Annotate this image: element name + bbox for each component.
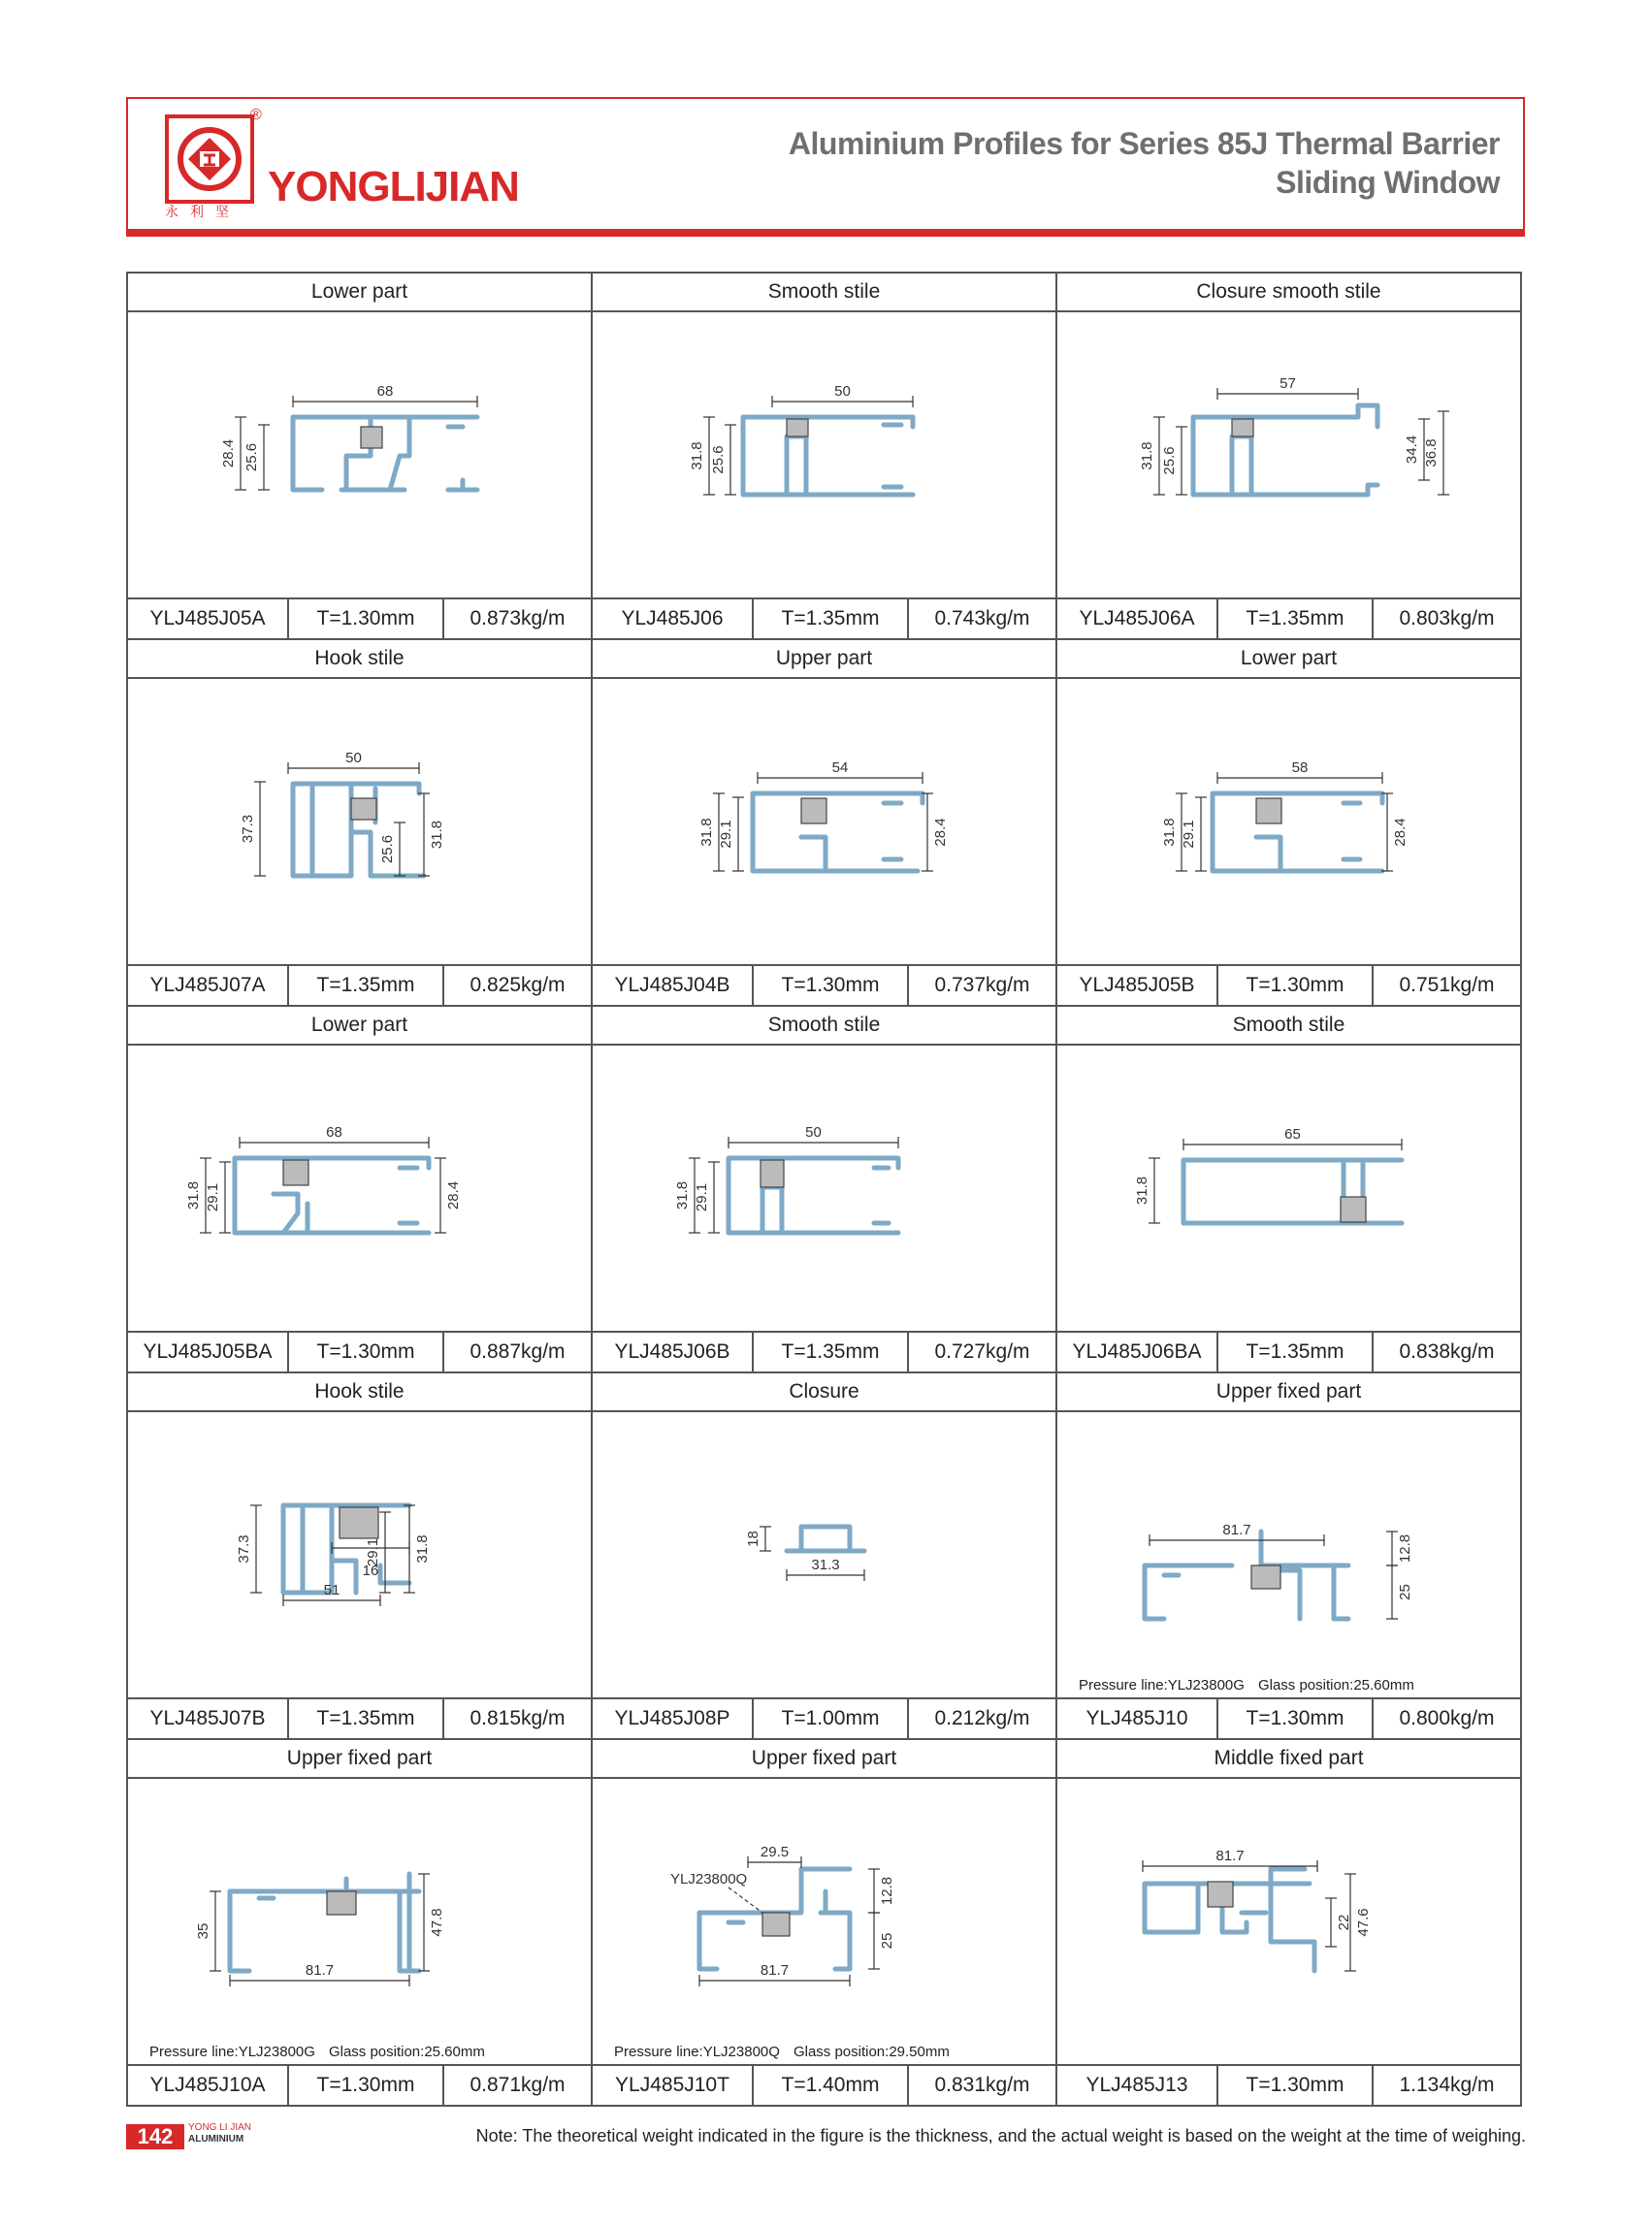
profile-thickness: T=1.40mm [754,2066,909,2105]
page-number: 142 [126,2124,184,2149]
drawing-line [230,1874,419,1971]
footer-note: Note: The theoretical weight indicated in the figure is the thickness, and the actual weight is based on the weight at the time of weighing. [475,2126,1526,2145]
profile-thickness: T=1.30mm [1218,1699,1374,1738]
profile-cross-section-diagram [128,310,591,599]
profile-cross-section-diagram [1057,310,1520,599]
profile-weight: 0.751kg/m [1399,974,1495,996]
profile-thickness: T=1.00mm [754,1699,909,1738]
dimension-label: 31.8 [185,1180,202,1210]
profile-weight: 0.873kg/m [470,607,566,629]
brand-logo-icon [165,114,254,204]
dimension-label: 68 [326,1124,342,1141]
pressure-line-note: Pressure line:YLJ23800Q [614,2044,780,2060]
dimension-label: 25 [1397,1584,1413,1600]
profile-note [614,2044,950,2060]
profile-drawing [128,1777,591,2066]
profile-spec-row [1057,2064,1520,2105]
profile-drawing [128,310,591,599]
profile-spec-row [593,964,1055,1005]
pressure-line-note: Pressure line:YLJ23800G [149,2044,315,2060]
dimension-label: 31.8 [674,1180,691,1210]
profile-cross-section-diagram [1057,677,1520,966]
profile-card [126,272,593,640]
profile-card [591,1738,1057,2107]
profile-card [126,1005,593,1373]
profile-weight: 0.800kg/m [1399,1707,1495,1729]
drawing-line [235,1158,429,1233]
profile-drawing [593,1777,1055,2066]
dimension-label: 28.4 [932,818,949,847]
profile-thickness: T=1.30mm [754,966,909,1005]
profile-code: YLJ485J06BA [1057,1333,1218,1371]
dimension-label: 68 [376,383,394,400]
dimension-label: 81.7 [305,1962,335,1979]
drawing-line [753,793,923,871]
profile-cross-section-diagram [593,1044,1055,1333]
profile-spec-row [128,2064,591,2105]
profile-weight: 1.134kg/m [1399,2074,1495,2096]
profile-code: YLJ485J06A [1057,599,1218,638]
profile-thickness: T=1.30mm [1218,2066,1374,2105]
dimension-label: 31.8 [698,818,715,847]
dimension-label: 81.7 [1215,1848,1245,1864]
profile-drawing [128,1044,591,1333]
dimension-label: 12.8 [879,1876,895,1906]
profile-code: YLJ485J10T [593,2066,754,2105]
dimension-label: 50 [345,750,362,766]
page-header [126,97,1525,233]
thermal-barrier-strip [787,419,808,436]
dimension-label: 29.1 [718,820,734,849]
drawing-line [293,784,424,876]
profile-thickness: T=1.35mm [754,1333,909,1371]
profile-weight: 0.803kg/m [1399,607,1495,629]
dimension-label: 31.8 [1134,1176,1150,1206]
dimension-label: 22 [1336,1914,1352,1931]
dimension-label: 29.1 [1181,820,1197,849]
profile-spec-row [128,597,591,638]
profile-code: YLJ485J05A [128,599,289,638]
profile-weight: 0.871kg/m [470,2074,566,2096]
dimension-label: 65 [1284,1126,1301,1143]
profile-cross-section-diagram [593,1410,1055,1699]
profile-card [591,1005,1057,1373]
profile-card [126,1371,593,1740]
page-title-line-2: Sliding Window [1276,165,1500,200]
dimension-label: 31.8 [1139,441,1155,470]
thermal-barrier-strip [361,427,382,448]
glass-position-note: Glass position:29.50mm [793,2044,950,2060]
profile-title: Lower part [128,274,591,312]
profile-note [1079,1677,1414,1694]
dimension-label: 25.6 [710,445,727,474]
profile-drawing [1057,1044,1520,1333]
drawing-line [787,1527,864,1551]
profile-title: Upper part [593,640,1055,679]
thermal-barrier-strip [1232,419,1253,436]
dimension-label: 37.3 [240,814,256,844]
profile-thickness: T=1.35mm [289,966,444,1005]
callout-label: YLJ23800Q [670,1871,748,1887]
profile-spec-row [128,964,591,1005]
profile-cross-section-diagram [593,1777,1055,2066]
dimension-label: 29.5 [760,1844,790,1860]
profile-drawing [128,1410,591,1699]
dimension-label: 25.6 [243,442,260,472]
dimension-label: 25.6 [1161,446,1178,475]
thermal-barrier-strip [1251,1565,1280,1589]
dimension-label: 28.4 [445,1180,462,1210]
dimension-label: 35 [195,1922,211,1940]
profile-thickness: T=1.30mm [289,2066,444,2105]
dimension-label: 28.4 [220,438,237,468]
profile-spec-row [1057,964,1520,1005]
dimension-label: 50 [805,1124,822,1141]
profile-code: YLJ485J13 [1057,2066,1218,2105]
profile-weight: 0.838kg/m [1399,1340,1495,1363]
profile-card [1055,272,1522,640]
registered-mark: ® [250,107,262,123]
dimension-label: 31.8 [1161,818,1178,847]
dimension-label: 37.3 [236,1534,252,1564]
dimension-label: 12.8 [1397,1533,1413,1564]
dimension-label: 31.8 [429,820,445,850]
drawing-line [1193,405,1377,495]
profile-spec-row [593,597,1055,638]
profile-title: Smooth stile [593,274,1055,312]
profile-title: Hook stile [128,1373,591,1412]
profile-title: Upper fixed part [593,1740,1055,1779]
profile-card [1055,1005,1522,1373]
page-title-line-1: Aluminium Profiles for Series 85J Thermal Barrier [788,126,1500,161]
profile-title: Upper fixed part [128,1740,591,1779]
profile-thickness: T=1.30mm [289,599,444,638]
profile-cross-section-diagram [128,1777,591,2066]
footer-brand: YONG LI JIAN [188,2122,252,2133]
profile-thickness: T=1.35mm [754,599,909,638]
dimension-label: 29.1 [694,1182,710,1212]
profile-title: Middle fixed part [1057,1740,1520,1779]
profile-drawing [593,1044,1055,1333]
thermal-barrier-strip [327,1891,356,1915]
thermal-barrier-strip [340,1507,378,1538]
profile-spec-row [593,2064,1055,2105]
profile-weight: 0.831kg/m [934,2074,1030,2096]
profile-card [591,1371,1057,1740]
dimension-label: 25 [879,1932,895,1950]
thermal-barrier-strip [351,798,376,820]
thermal-barrier-strip [283,1160,308,1185]
drawing-line [729,1887,762,1913]
header-divider [126,229,1525,237]
drawing-line [1183,1160,1402,1223]
drawing-line [729,1158,898,1233]
profile-drawing [593,1410,1055,1699]
profile-spec-row [593,1331,1055,1371]
profile-cross-section-diagram [1057,1777,1520,2066]
footer-brand-aluminium: ALUMINIUM [188,2134,244,2145]
profile-weight: 0.815kg/m [470,1707,566,1729]
profile-card [126,638,593,1007]
profile-title: Smooth stile [1057,1007,1520,1046]
profile-drawing [128,677,591,966]
glass-position-note: Glass position:25.60mm [1257,1677,1414,1694]
profile-drawing [1057,1410,1520,1699]
dimension-label: 31.8 [689,441,705,470]
profile-weight: 0.212kg/m [934,1707,1030,1729]
profile-card [591,638,1057,1007]
profile-drawing [593,677,1055,966]
profile-thickness: T=1.35mm [1218,599,1374,638]
profile-drawing [593,310,1055,599]
dimension-label: 36.8 [1423,438,1440,468]
pressure-line-note: Pressure line:YLJ23800G [1079,1677,1245,1694]
profile-code: YLJ485J07B [128,1699,289,1738]
profile-drawing [1057,1777,1520,2066]
profile-code: YLJ485J06 [593,599,754,638]
thermal-barrier-strip [801,798,826,823]
thermal-barrier-strip [1341,1197,1366,1222]
profile-card [1055,1738,1522,2107]
dimension-label: 29.1 [205,1182,221,1212]
dimension-label: 57 [1279,375,1296,392]
profile-weight: 0.743kg/m [934,607,1030,629]
dimension-label: 34.4 [1404,435,1420,465]
profile-cross-section-diagram [593,310,1055,599]
profile-thickness: T=1.35mm [289,1699,444,1738]
profile-code: YLJ485J10 [1057,1699,1218,1738]
dimension-label: 31.3 [811,1557,840,1573]
thermal-barrier-strip [1256,798,1281,823]
dimension-label: 29.1 [365,1537,381,1567]
profile-note [149,2044,485,2060]
profile-weight: 0.887kg/m [470,1340,566,1363]
dimension-label: 50 [834,383,851,400]
profile-cross-section-diagram [128,1410,591,1699]
logo-chinese-text: 永利坚 [165,205,241,220]
dimension-label: 51 [323,1582,340,1598]
dimension-label: 16 [362,1563,379,1579]
profile-title: Closure [593,1373,1055,1412]
dimension-label: 31.8 [414,1534,431,1564]
profile-weight: 0.825kg/m [470,974,566,996]
profile-cross-section-diagram [1057,1410,1520,1699]
profile-title: Upper fixed part [1057,1373,1520,1412]
profile-card [591,272,1057,640]
dimension-label: 81.7 [760,1962,790,1979]
profile-title: Closure smooth stile [1057,274,1520,312]
profile-card [1055,1371,1522,1740]
profile-spec-row [593,1697,1055,1738]
profile-title: Lower part [1057,640,1520,679]
dimension-label: 54 [831,759,849,776]
profile-thickness: T=1.30mm [1218,966,1374,1005]
brand-name: YONGLIJIAN [268,163,519,210]
profile-weight: 0.727kg/m [934,1340,1030,1363]
thermal-barrier-strip [761,1160,784,1187]
dimension-label: 18 [745,1531,761,1547]
profile-spec-row [128,1331,591,1371]
dimension-label: 25.6 [379,834,396,864]
profile-weight: 0.737kg/m [934,974,1030,996]
profile-cross-section-diagram [593,677,1055,966]
dimension-label: 47.8 [429,1908,445,1937]
profile-title: Lower part [128,1007,591,1046]
profile-code: YLJ485J07A [128,966,289,1005]
dimension-label: 58 [1291,759,1309,776]
profile-cross-section-diagram [128,677,591,966]
dimension-label: 47.6 [1355,1908,1372,1937]
profile-code: YLJ485J08P [593,1699,754,1738]
dimension-label: 28.4 [1392,818,1409,847]
profile-title: Hook stile [128,640,591,679]
drawing-line [1145,1532,1348,1619]
profile-card [126,1738,593,2107]
profile-thickness: T=1.35mm [1218,1333,1374,1371]
logo-mark-icon [169,118,250,200]
profile-spec-row [1057,597,1520,638]
drawing-line [743,417,913,495]
drawing-line [293,417,477,490]
profile-cross-section-diagram [128,1044,591,1333]
profile-thickness: T=1.30mm [289,1333,444,1371]
profile-spec-row [128,1697,591,1738]
profile-cross-section-diagram [1057,1044,1520,1333]
profile-spec-row [1057,1331,1520,1371]
profile-spec-row [1057,1697,1520,1738]
profile-code: YLJ485J06B [593,1333,754,1371]
glass-position-note: Glass position:25.60mm [328,2044,485,2060]
profile-card [1055,638,1522,1007]
profile-drawing [1057,310,1520,599]
profile-code: YLJ485J10A [128,2066,289,2105]
profile-code: YLJ485J05B [1057,966,1218,1005]
dimension-label: 81.7 [1222,1522,1251,1538]
thermal-barrier-strip [1208,1882,1233,1907]
drawing-line [1213,793,1382,871]
profile-code: YLJ485J04B [593,966,754,1005]
thermal-barrier-strip [762,1913,790,1936]
profile-title: Smooth stile [593,1007,1055,1046]
profile-code: YLJ485J05BA [128,1333,289,1371]
profile-drawing [1057,677,1520,966]
